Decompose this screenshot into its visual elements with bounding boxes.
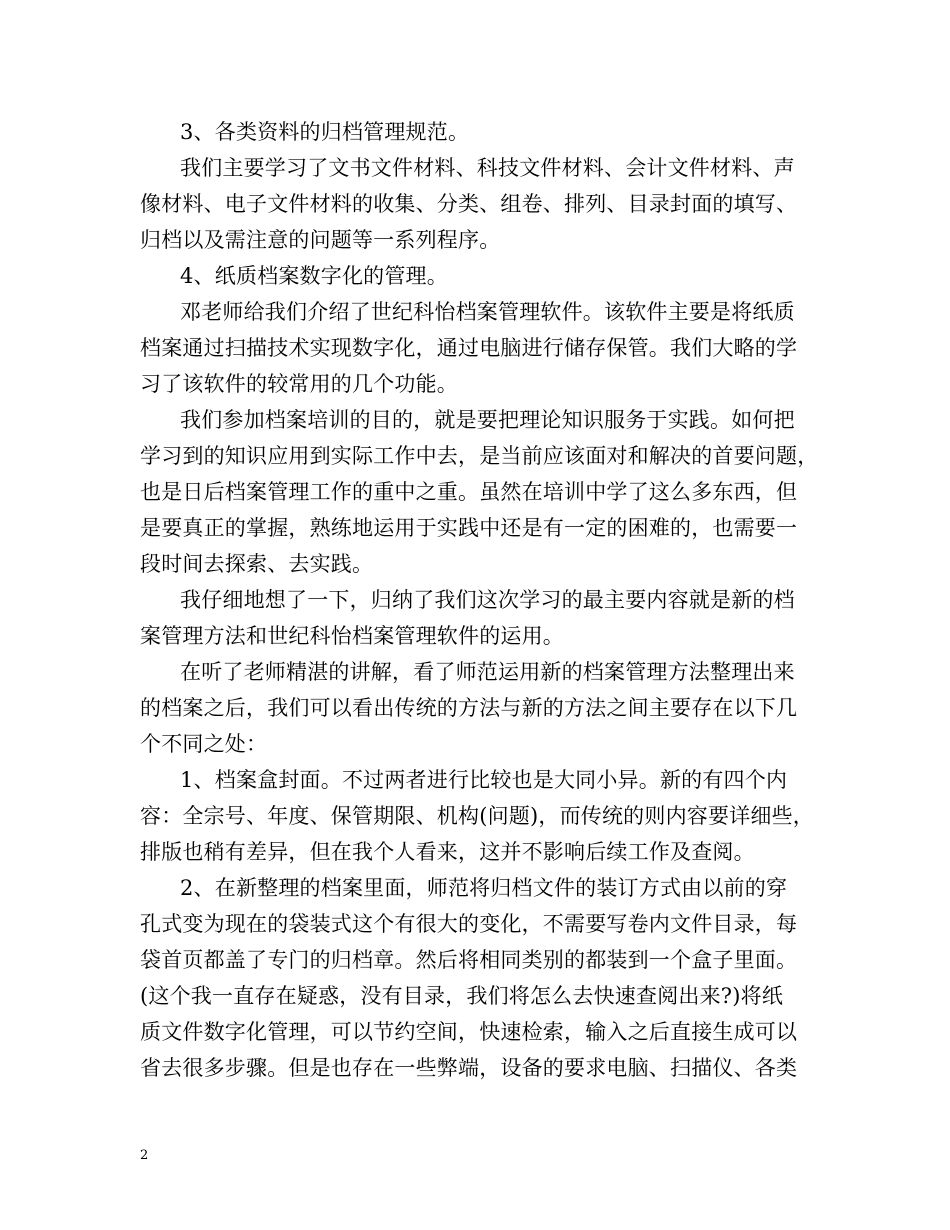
text-line: 容：全宗号、年度、保管期限、机构(问题)，而传统的则内容要详细些， (140, 804, 814, 828)
text-line: 我们主要学习了文书文件材料、科技文件材料、会计文件材料、声 (180, 156, 795, 180)
text-line: 也是日后档案管理工作的重中之重。虽然在培训中学了这么多东西，但 (140, 480, 798, 504)
text-line: 档案通过扫描技术实现数字化，通过电脑进行储存保管。我们大略的学 (140, 336, 798, 360)
text-line: 个不同之处： (140, 732, 268, 756)
text-line: 是要真正的掌握，熟练地运用于实践中还是有一定的困难的，也需要一 (140, 516, 798, 540)
text-line: 归档以及需注意的问题等一系列程序。 (140, 228, 501, 252)
text-line: 袋首页都盖了专门的归档章。然后将相同类别的都装到一个盒子里面。 (140, 948, 798, 972)
text-line: 我仔细地想了一下，归纳了我们这次学习的最主要内容就是新的档 (180, 588, 795, 612)
text-line: 邓老师给我们介绍了世纪科怡档案管理软件。该软件主要是将纸质 (180, 300, 795, 324)
text-line: 排版也稍有差异，但在我个人看来，这并不影响后续工作及查阅。 (140, 840, 755, 864)
text-line: 像材料、电子文件材料的收集、分类、组卷、排列、目录封面的填写、 (140, 192, 798, 216)
text-line: 孔式变为现在的袋装式这个有很大的变化，不需要写卷内文件目录，每 (140, 912, 798, 936)
text-line: 段时间去探索、去实践。 (140, 552, 374, 576)
text-line: 的档案之后，我们可以看出传统的方法与新的方法之间主要存在以下几 (140, 696, 798, 720)
text-line: (这个我一直存在疑惑，没有目录，我们将怎么去快速查阅出来?)将纸 (140, 984, 784, 1008)
text-line: 学习到的知识应用到实际工作中去，是当前应该面对和解决的首要问题， (140, 444, 819, 468)
text-line: 质文件数字化管理，可以节约空间，快速检索，输入之后直接生成可以 (140, 1020, 798, 1044)
text-line: 习了该软件的较常用的几个功能。 (140, 372, 458, 396)
text-line: 我们参加档案培训的目的，就是要把理论知识服务于实践。如何把 (180, 408, 795, 432)
text-line: 省去很多步骤。但是也存在一些弊端，设备的要求电脑、扫描仪、各类 (140, 1056, 798, 1080)
page-number: 2 (140, 1148, 149, 1163)
text-line: 3、各类资料的归档管理规范。 (180, 120, 470, 144)
text-line: 2、在新整理的档案里面，师范将归档文件的装订方式由以前的穿 (180, 876, 788, 900)
text-line: 在听了老师精湛的讲解，看了师范运用新的档案管理方法整理出来 (180, 660, 795, 684)
text-line: 案管理方法和世纪科怡档案管理软件的运用。 (140, 624, 564, 648)
text-line: 4、纸质档案数字化的管理。 (180, 264, 448, 288)
text-line: 1、档案盒封面。不过两者进行比较也是大同小异。新的有四个内 (180, 768, 788, 792)
